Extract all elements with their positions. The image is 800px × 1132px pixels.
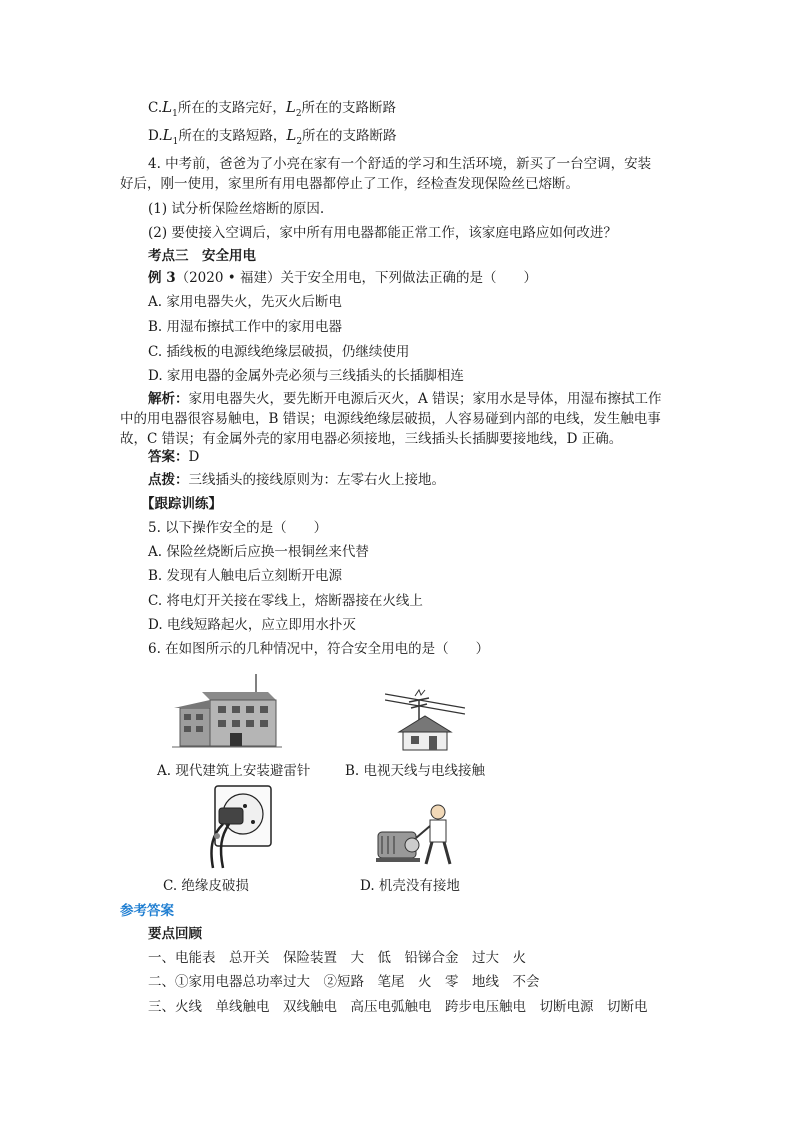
q3-option-c (148, 97, 396, 124)
training-title: 【跟踪训练】 (141, 496, 222, 512)
option-text: 所在的支路断路 (301, 100, 397, 116)
example3-option-c: C. 插线板的电源线绝缘层破损，仍继续使用 (148, 344, 410, 360)
option-text: 所在的支路断路 (302, 128, 397, 144)
tip-label: 点拨： (148, 472, 189, 488)
reference-title: 参考答案 (120, 903, 174, 919)
l1-symbol: $L_1$ (162, 126, 179, 147)
q5-option-b: B. 发现有人触电后立刻断开电源 (148, 568, 343, 584)
q4-sub1: (1) 试分析保险丝熔断的原因. (148, 201, 325, 217)
analysis-text: 家用电器失火，要先断开电源后灭火，A 错误；家用水是导体，用湿布擦拭工作 (188, 391, 662, 407)
review-title: 要点回顾 (148, 926, 202, 942)
analysis-line3: 故，C 错误；有金属外壳的家用电器必须接地，三线插头长插脚要接地线，D 正确。 (120, 431, 623, 447)
q6-caption-b: B. 电视天线与电线接触 (345, 763, 486, 779)
l1-symbol: $L_1$ (162, 98, 178, 119)
q4-sub2: (2) 要使接入空调后，家中所有用电器都能正常工作，该家庭电路应如何改进？ (148, 225, 617, 241)
example3-option-a: A. 家用电器失火，先灭火后断电 (148, 294, 342, 310)
q6-caption-d: D. 机壳没有接地 (360, 878, 460, 894)
tv-antenna-wire-figure (385, 686, 465, 752)
ungrounded-machine-figure (372, 802, 462, 868)
tip-text: 三线插头的接线原则为：左零右火上接地。 (188, 472, 445, 488)
building-lightning-rod-figure (172, 670, 282, 754)
answer-value: D (188, 449, 200, 465)
analysis-line2: 中的用电器很容易触电，B 错误；电源线绝缘层破损，人容易碰到内部的电线，发生触电事 (120, 411, 661, 427)
example3-stem (148, 268, 537, 288)
q6-caption-a: A. 现代建筑上安装避雷针 (157, 763, 311, 779)
analysis-line1 (148, 389, 662, 409)
q3-option-d (148, 125, 397, 152)
section3-title: 考点三 安全用电 (148, 248, 256, 264)
option-text: 所在的支路完好， (177, 100, 286, 116)
example3-option-d: D. 家用电器的金属外壳必须与三线插头的长插脚相连 (148, 368, 464, 384)
answer-label: 答案： (148, 449, 189, 465)
q5-option-d: D. 电线短路起火，应立即用水扑灭 (148, 617, 356, 633)
answer-line (148, 447, 199, 467)
option-prefix: D. (148, 128, 163, 144)
q5-option-a: A. 保险丝烧断后应换一根铜丝来代替 (148, 544, 369, 560)
l2-symbol: $L_2$ (285, 98, 302, 119)
reference-line1: 一、电能表 总开关 保险装置 大 低 铅锑合金 过大 火 (148, 950, 526, 966)
q4-line2: 好后，刚一使用，家里所有用电器都停止了工作，经检查发现保险丝已熔断。 (120, 176, 579, 192)
option-prefix: C. (148, 100, 163, 116)
example-stem-text: （2020 • 福建）关于安全用电，下列做法正确的是（ ） (175, 270, 537, 286)
reference-line2: 二、①家用电器总功率过大 ②短路 笔尾 火 零 地线 不会 (148, 974, 540, 990)
example-label: 例 3 (148, 270, 176, 286)
l2-symbol: $L_2$ (286, 126, 303, 147)
damaged-plug-socket-figure (201, 784, 275, 870)
option-text: 所在的支路短路， (178, 128, 287, 144)
q5-option-c: C. 将电灯开关接在零线上，熔断器接在火线上 (148, 593, 423, 609)
reference-line3: 三、火线 单线触电 双线触电 高压电弧触电 跨步电压触电 切断电源 切断电 (148, 999, 648, 1015)
tip-line (148, 470, 445, 490)
analysis-label: 解析： (148, 391, 189, 407)
q6-stem: 6. 在如图所示的几种情况中，符合安全用电的是（ ） (148, 641, 490, 657)
q6-caption-c: C. 绝缘皮破损 (163, 878, 249, 894)
q5-stem: 5. 以下操作安全的是（ ） (148, 520, 328, 536)
q4-line1: 4. 中考前，爸爸为了小亮在家有一个舒适的学习和生活环境，新买了一台空调，安装 (148, 156, 652, 172)
example3-option-b: B. 用湿布擦拭工作中的家用电器 (148, 319, 343, 335)
